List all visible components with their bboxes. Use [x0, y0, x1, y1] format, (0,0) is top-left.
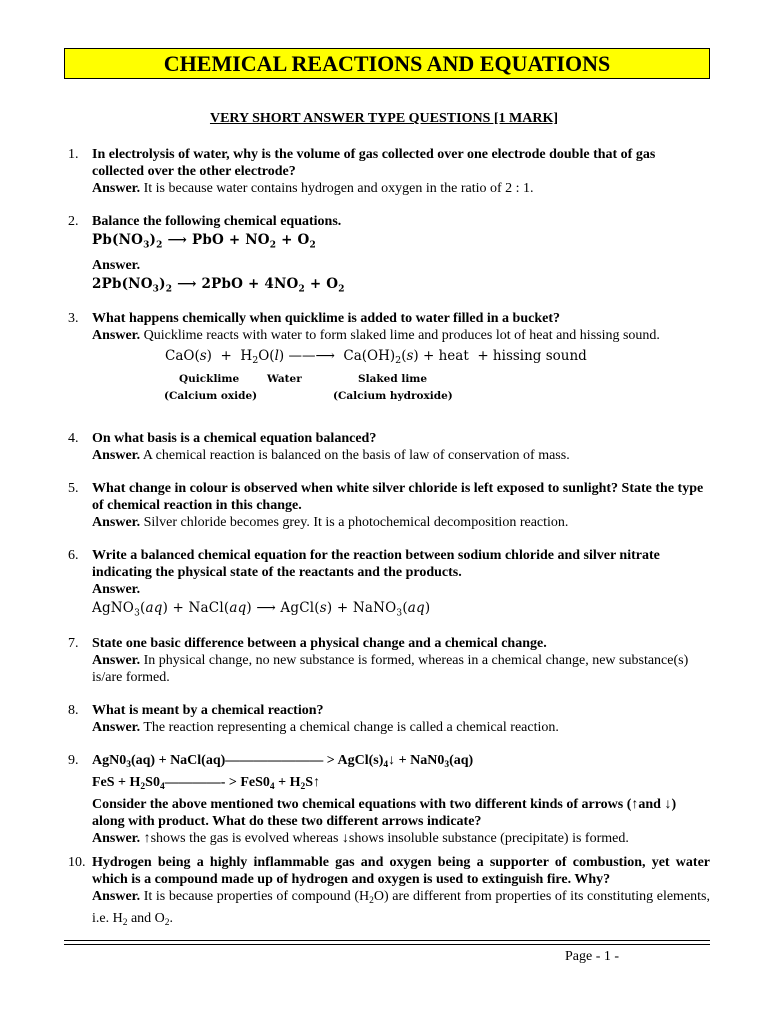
question-3	[68, 310, 710, 405]
answer-label: Answer.	[92, 653, 141, 668]
question-8	[68, 702, 710, 736]
question-4	[68, 430, 710, 464]
footer-rule-2	[64, 944, 710, 945]
label-calcium-hydroxide: (Calcium hydroxide)	[333, 390, 453, 402]
question-2	[68, 213, 710, 300]
section-heading: VERY SHORT ANSWER TYPE QUESTIONS [1 MARK]	[209, 111, 559, 126]
equation-1: $AgN0_3(aq)$ + NaCl(aq)——————— > $AgCl(s)_4↓ + NaN0_3(aq)$	[92, 753, 474, 770]
answer-text: A chemical reaction is balanced on the basis of law of conservation of mass.	[142, 448, 570, 463]
question-5	[68, 480, 710, 531]
question-9	[68, 752, 710, 847]
question-1	[68, 146, 710, 197]
footer-rule	[64, 940, 710, 941]
answer-text: In physical change, no new substance is formed, whereas in a chemical change, new substance(s) is/are formed.	[92, 653, 689, 685]
question-number: 9.	[68, 753, 79, 768]
answer-label: Answer.	[92, 181, 141, 196]
question-number: 1.	[68, 147, 79, 162]
question-text: What is meant by a chemical reaction?	[92, 703, 324, 718]
equation-labels	[92, 369, 710, 405]
question-text: State one basic difference between a physical change and a chemical change.	[92, 636, 547, 651]
label-quicklime: Quicklime	[179, 373, 240, 385]
page-number: Page - 1 -	[565, 949, 620, 964]
answer-text: Silver chloride becomes grey. It is a photochemical decomposition reaction.	[143, 515, 569, 530]
question-equation: $Pb(NO_3)_2$ ⟶ PbO + $NO_2 + O_2$	[92, 232, 316, 251]
question-text: On what basis is a chemical equation balanced?	[92, 431, 377, 446]
question-number: 10.	[68, 855, 86, 870]
answer-text: Quicklime reacts with water to form slaked lime and produces lot of heat and hissing sound.	[143, 328, 660, 343]
answer-equation: AgNO$_3$(aq) + NaCl(aq) ⟶ AgCl(s) + NaNO$_3$(aq)	[92, 600, 431, 619]
equation-2: FeS + $H_2S0_4————- > FeS0_4$ + $H_2S↑$	[92, 775, 321, 792]
question-text: Consider the above mentioned two chemical equations with two different kinds of arrows (↑and ↓) along with product. What do these two different arrows indicate?	[92, 797, 677, 829]
question-10	[68, 854, 710, 932]
question-number: 7.	[68, 636, 79, 651]
question-number: 5.	[68, 481, 79, 496]
question-number: 8.	[68, 703, 79, 718]
question-text: What change in colour is observed when white silver chloride is left exposed to sunlight? State the type of chemical reaction in this change.	[92, 481, 704, 513]
answer-equation: $2Pb(NO_3)_2$ ⟶ $2PbO + 4NO_2 + O_2$	[92, 275, 345, 295]
answer-text: It is because water contains hydrogen and oxygen in the ratio of 2 : 1.	[143, 181, 534, 196]
label-water: Water	[267, 373, 302, 385]
answer-label: Answer.	[92, 831, 141, 846]
question-text: Hydrogen being a highly inflammable gas and oxygen being a supporter of combustion, yet water which is a compound made up of hydrogen and oxygen is used to extinguish fire. Why?	[92, 855, 710, 887]
question-7	[68, 635, 710, 686]
question-text: Balance the following chemical equations.	[92, 214, 342, 229]
answer-label: Answer.	[92, 448, 141, 463]
label-calcium-oxide: (Calcium oxide)	[164, 390, 258, 402]
question-text: Write a balanced chemical equation for the reaction between sodium chloride and silver nitrate indicating the physical state of the reactants and the products.	[92, 548, 660, 580]
question-number: 3.	[68, 311, 79, 326]
answer-text: ↑shows the gas is evolved whereas ↓shows insoluble substance (precipitate) is formed.	[143, 831, 629, 846]
answer-label: Answer.	[92, 328, 141, 343]
answer-label: Answer.	[92, 515, 141, 530]
question-text: What happens chemically when quicklime is added to water filled in a bucket?	[92, 311, 561, 326]
question-number: 2.	[68, 214, 79, 229]
question-text: In electrolysis of water, why is the volume of gas collected over one electrode double that of gas collected over the other electrode?	[92, 147, 656, 179]
answer-text: It is because properties of compound $(H_2O)$ are different from properties of its constituting elements, i.e. $H_2$ and $O_2$.	[92, 889, 710, 928]
page-title: CHEMICAL REACTIONS AND EQUATIONS	[64, 48, 710, 79]
quicklime-equation: $CaO(s) + H_2O(l)$ ——⟶ $Ca(OH)_2(s)$ + heat + hissing sound	[165, 348, 587, 366]
answer-label: Answer.	[92, 257, 141, 273]
answer-text: The reaction representing a chemical change is called a chemical reaction.	[143, 720, 559, 735]
question-number: 4.	[68, 431, 79, 446]
question-number: 6.	[68, 548, 79, 563]
question-6	[68, 547, 710, 625]
answer-label: Answer.	[92, 889, 141, 904]
answer-label: Answer.	[92, 720, 141, 735]
label-slaked-lime: Slaked lime	[358, 373, 428, 385]
answer-label: Answer.	[92, 582, 141, 597]
